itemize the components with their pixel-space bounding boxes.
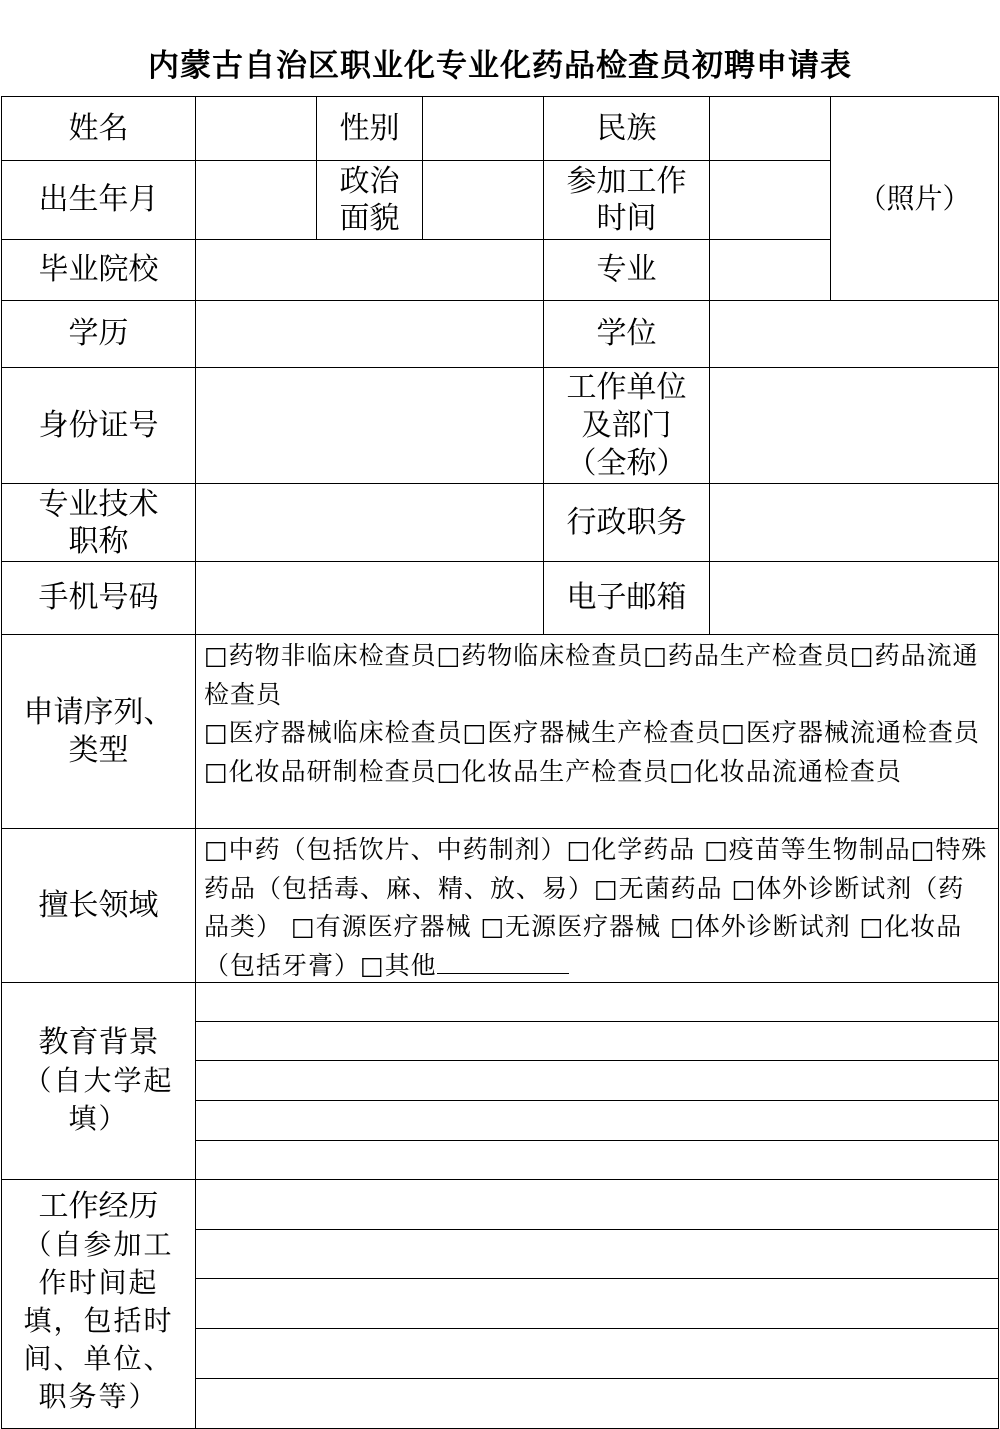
- phone-field[interactable]: [195, 561, 544, 635]
- school-label: 毕业院校: [1, 239, 196, 301]
- work-start-label: 参加工作 时间: [543, 160, 710, 240]
- major-field[interactable]: [709, 239, 831, 301]
- work-start-field[interactable]: [709, 160, 831, 240]
- degree-label: 学位: [543, 300, 710, 368]
- work-exp-label: 工作经历 （自参加工作时间起填，包括时间、单位、职务等）: [1, 1179, 196, 1429]
- tech-title-label: 专业技术 职称: [1, 483, 196, 562]
- gender-label: 性别: [316, 96, 423, 161]
- work-line-3[interactable]: [195, 1278, 999, 1329]
- photo-box[interactable]: [830, 96, 999, 301]
- edu-line-4[interactable]: [195, 1100, 999, 1141]
- email-label: 电子邮箱: [543, 561, 710, 635]
- ethnicity-field[interactable]: [709, 96, 831, 161]
- political-label: 政治 面貌: [316, 160, 423, 240]
- work-line-1[interactable]: [195, 1179, 999, 1230]
- school-field[interactable]: [195, 239, 544, 301]
- political-field[interactable]: [422, 160, 544, 240]
- major-label: 专业: [543, 239, 710, 301]
- form-title: 内蒙古自治区职业化专业化药品检查员初聘申请表: [148, 48, 852, 84]
- birth-field[interactable]: [195, 160, 317, 240]
- gender-field[interactable]: [422, 96, 544, 161]
- employer-label: 工作单位 及部门 （全称）: [543, 367, 710, 484]
- birth-label: 出生年月: [1, 160, 196, 240]
- edu-line-3[interactable]: [195, 1060, 999, 1101]
- edu-line-5[interactable]: [195, 1140, 999, 1180]
- admin-post-label: 行政职务: [543, 483, 710, 562]
- other-blank[interactable]: [437, 947, 569, 974]
- id-number-label: 身份证号: [1, 367, 196, 484]
- education-field[interactable]: [195, 300, 544, 368]
- expertise-options[interactable]: □中药（包括饮片、中药制剂）□化学药品 □疫苗等生物制品□特殊药品（包括毒、麻、精、放、易）□无菌药品 □体外诊断试剂（药品类） □有源医疗器械 □无源医疗器械 □体外诊断试剂 □化妆品（包括牙膏）□其他: [195, 828, 999, 983]
- tech-title-field[interactable]: [195, 483, 544, 562]
- ethnicity-label: 民族: [543, 96, 710, 161]
- edu-line-1[interactable]: [195, 982, 999, 1022]
- sequence-label: 申请序列、 类型: [1, 634, 196, 829]
- edu-line-2[interactable]: [195, 1021, 999, 1061]
- degree-field[interactable]: [709, 300, 999, 368]
- admin-post-field[interactable]: [709, 483, 999, 562]
- name-field[interactable]: [195, 96, 317, 161]
- photo-label: （照片）: [858, 181, 971, 215]
- phone-label: 手机号码: [1, 561, 196, 635]
- sequence-options[interactable]: □药物非临床检查员□药物临床检查员□药品生产检查员□药品流通检查员 □医疗器械临床检查员□医疗器械生产检查员□医疗器械流通检查员 □化妆品研制检查员□化妆品生产检查员□化妆品流通检查员: [195, 634, 999, 829]
- name-label: 姓名: [1, 96, 196, 161]
- work-line-4[interactable]: [195, 1328, 999, 1379]
- id-number-field[interactable]: [195, 367, 544, 484]
- education-label: 学历: [1, 300, 196, 368]
- employer-field[interactable]: [709, 367, 999, 484]
- edu-bg-label: 教育背景 （自大学起填）: [1, 982, 196, 1180]
- expertise-label: 擅长领域: [1, 828, 196, 983]
- work-line-2[interactable]: [195, 1229, 999, 1279]
- email-field[interactable]: [709, 561, 999, 635]
- work-line-5[interactable]: [195, 1378, 999, 1429]
